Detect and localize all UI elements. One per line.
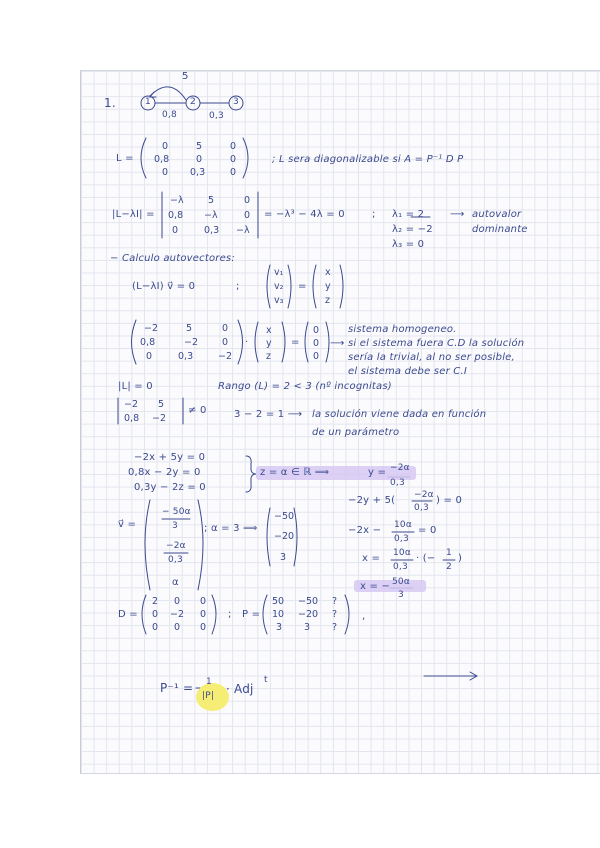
matrix-D-cell: 0 (174, 596, 181, 607)
bracket-v-left (267, 265, 270, 308)
derivation-1-num: −2α (414, 490, 434, 500)
char-poly-cell: 0 (244, 195, 251, 206)
matrix-L-cell: 0 (230, 154, 237, 165)
inverse-lhs: P⁻¹ = (160, 681, 194, 695)
matrix-D-cell: −2 (170, 609, 185, 620)
matrix-P-cell: 3 (276, 622, 283, 633)
matrix-P-cell: ? (332, 622, 338, 633)
system-note-3: sería la trivial, al no ser posible, (348, 352, 515, 363)
system-note-4: el sistema debe ser C.I (348, 366, 467, 377)
matrix-P-cell: 50 (272, 596, 285, 607)
eigvec-equals: = (298, 281, 307, 292)
matrix-L-cell: 0,3 (190, 167, 206, 178)
inverse-numerator: 1 (206, 677, 212, 687)
matrix-D-cell: 0 (152, 622, 159, 633)
bracket-sysvec-right (282, 322, 285, 362)
matrix-P-trailing-comma: , (362, 611, 366, 622)
inverse-denominator: |P| (202, 691, 215, 701)
vector-v-e2-den: 0,3 (168, 555, 183, 565)
dominant-note-2: dominante (472, 224, 528, 235)
bracket-D-left (142, 595, 146, 634)
bracket-zeros-right (326, 322, 329, 362)
inverse-adjugate: · Adj (226, 682, 254, 696)
derivation-2-num: 10α (394, 520, 412, 530)
minor-nonzero: ≠ 0 (188, 405, 207, 416)
bracket-P-right (345, 595, 349, 634)
derivation-3-num2: 1 (446, 548, 452, 558)
derivation-4-den: 3 (398, 590, 404, 600)
matrix-P-label: P = (242, 609, 261, 620)
rank-statement: Rango (L) = 2 < 3 (nº incognitas) (218, 381, 392, 392)
matrix-L-cell: 0 (230, 141, 237, 152)
minor-cell: 5 (158, 399, 165, 410)
char-poly-label: |L−λI| = (112, 209, 155, 220)
vector-v-label: v⃗ = (118, 519, 137, 530)
matrix-P-cell: −50 (298, 596, 319, 607)
equation-2: 0,8x − 2y = 0 (128, 467, 201, 478)
dominant-note-1: autovalor (472, 209, 522, 220)
matrix-D-label: D = (118, 609, 138, 620)
char-poly-result: = −λ³ − 4λ = 0 (264, 209, 345, 220)
char-poly-cell: −λ (204, 210, 218, 221)
homogeneous-note: sistema homogeneo. (348, 324, 457, 335)
system-matrix-cell: 0 (222, 323, 229, 334)
bracket-L-left (141, 138, 146, 178)
derivation-4-num: 50α (392, 577, 410, 587)
matrix-D-cell: 0 (152, 609, 159, 620)
vector-v-value: 3 (280, 552, 287, 563)
matrix-P-separator: ; (228, 609, 232, 620)
bracket-D-right (212, 595, 216, 634)
y-lhs: y = (368, 467, 387, 478)
dominant-arrow: ⟶ (450, 209, 465, 220)
system-arrow: ⟶ (330, 338, 345, 349)
derivation-3-den2: 2 (446, 562, 452, 572)
bracket-sys-left (132, 320, 137, 364)
graph-edge-top-label: 5 (182, 71, 189, 82)
vector-v-param: ; α = 3 ⟹ (204, 523, 258, 534)
system-zero: 0 (313, 338, 320, 349)
rank-difference: 3 − 2 = 1 ⟶ (234, 409, 303, 420)
diagonalizable-note: ; L sera diagonalizable si A = P⁻¹ D P (272, 154, 464, 165)
char-poly-cell: 0 (172, 225, 179, 236)
vector-v-value: −50 (274, 511, 295, 522)
char-poly-cell: −λ (236, 225, 250, 236)
eigenvalue-1: λ₁ = 2 (392, 209, 425, 220)
char-poly-separator: ; (372, 209, 376, 220)
vector-v-component: v₂ (274, 281, 284, 292)
graph-node-1: 1 (145, 97, 151, 107)
problem-number: 1. (104, 96, 116, 110)
vector-v-e1-num: − 50α (162, 507, 191, 517)
parameter-note-2: de un parámetro (312, 427, 400, 438)
graph-edge-2-3-label: 0,3 (209, 111, 224, 121)
matrix-L-cell: 0 (162, 167, 169, 178)
matrix-L-cell: 0,8 (154, 154, 170, 165)
char-poly-cell: 0,8 (168, 210, 184, 221)
eigenvalue-2: λ₂ = −2 (392, 224, 433, 235)
matrix-D-cell: 2 (152, 596, 159, 607)
derivation-1-den: 0,3 (414, 503, 429, 513)
minor-cell: −2 (152, 413, 167, 424)
derivation-2-a: −2x − (348, 525, 382, 536)
bracket-vec-right (198, 500, 203, 590)
derivation-1-a: −2y + 5( (348, 495, 396, 506)
parameter-definition: z = α ∈ ℝ ⟹ (260, 467, 330, 478)
matrix-L-cell: 5 (196, 141, 203, 152)
derivation-3-num: 10α (393, 548, 411, 558)
system-matrix-cell: −2 (184, 337, 199, 348)
vector-v-e1-den: 3 (172, 521, 178, 531)
bracket-vals-left (267, 508, 270, 566)
system-vector-y: y (266, 338, 272, 349)
equation-1: −2x + 5y = 0 (134, 452, 206, 463)
equations-brace (246, 456, 256, 492)
graph-node-2: 2 (190, 97, 196, 107)
vector-v-component: v₃ (274, 295, 284, 306)
derivation-2-b: = 0 (418, 525, 437, 536)
system-vector-x: x (266, 325, 272, 336)
system-dot: · (245, 337, 249, 348)
vector-xyz-component: x (325, 267, 331, 278)
system-matrix-cell: −2 (144, 323, 159, 334)
bracket-xyz-left (313, 265, 316, 308)
char-poly-cell: −λ (170, 195, 184, 206)
eigvec-equation-lhs: (L−λI) v⃗ = 0 (132, 281, 196, 292)
system-matrix-cell: 0,3 (178, 351, 194, 362)
matrix-L-cell: 0 (196, 154, 203, 165)
matrix-L-label: L = (116, 153, 134, 164)
derivation-3-c: ) (458, 553, 463, 564)
equation-3: 0,3y − 2z = 0 (134, 482, 206, 493)
bracket-xyz-right (340, 265, 343, 308)
bracket-v-right (288, 265, 291, 308)
system-matrix-cell: 0 (222, 337, 229, 348)
char-poly-cell: 0,3 (204, 225, 220, 236)
char-poly-cell: 0 (244, 210, 251, 221)
bracket-sysvec-left (255, 322, 258, 362)
char-poly-cell: 5 (208, 195, 215, 206)
inverse-transpose-superscript: t (264, 675, 268, 685)
matrix-P-cell: −20 (298, 609, 319, 620)
graph-edge-2-1-arc (150, 87, 186, 100)
eigvec-separator: ; (236, 281, 240, 292)
eigenvectors-heading: − Calculo autovectores: (110, 253, 235, 264)
minor-cell: 0,8 (124, 413, 140, 424)
derivation-3-a: x = (362, 553, 381, 564)
eigenvalue-3: λ₃ = 0 (392, 239, 425, 250)
graph-edge-1-2-label: 0,8 (162, 110, 177, 120)
parameter-note-1: la solución viene dada en función (312, 409, 487, 420)
derivation-4-a: x = − (360, 581, 391, 592)
bracket-sys-right (238, 320, 243, 364)
system-matrix-cell: 5 (186, 323, 193, 334)
system-zero: 0 (313, 325, 320, 336)
vector-v-e3: α (172, 577, 179, 588)
matrix-D-cell: 0 (200, 596, 207, 607)
matrix-D-cell: 0 (200, 622, 207, 633)
bracket-vals-right (294, 508, 297, 566)
vector-xyz-component: z (325, 295, 330, 306)
determinant-zero: |L| = 0 (118, 381, 153, 392)
system-note-2: si el sistema fuera C.D la solución (348, 338, 525, 349)
derivation-3-den: 0,3 (393, 562, 408, 572)
derivation-1-b: ) = 0 (436, 495, 462, 506)
matrix-P-cell: 3 (304, 622, 311, 633)
y-numerator: −2α (390, 463, 410, 473)
minor-cell: −2 (124, 399, 139, 410)
matrix-P-cell: 10 (272, 609, 285, 620)
vector-v-e2-num: −2α (166, 541, 186, 551)
system-matrix-cell: 0 (146, 351, 153, 362)
vector-xyz-component: y (325, 281, 331, 292)
matrix-D-cell: 0 (200, 609, 207, 620)
vector-v-component: v₁ (274, 267, 284, 278)
bracket-P-left (263, 595, 267, 634)
graph-node-3: 3 (233, 97, 239, 107)
bracket-vec-left (145, 500, 150, 590)
system-zero: 0 (313, 351, 320, 362)
matrix-D-cell: 0 (174, 622, 181, 633)
system-matrix-cell: −2 (218, 351, 233, 362)
bracket-zeros-left (305, 322, 308, 362)
derivation-3-b: · (− (416, 553, 436, 564)
vector-v-value: −20 (274, 531, 295, 542)
matrix-L-cell: 0 (162, 141, 169, 152)
matrix-P-cell: ? (332, 596, 338, 607)
system-matrix-cell: 0,8 (140, 337, 156, 348)
matrix-L-cell: 0 (230, 167, 237, 178)
system-vector-z: z (266, 351, 271, 362)
derivation-2-den: 0,3 (394, 534, 409, 544)
bracket-L-right (243, 138, 248, 178)
y-denominator: 0,3 (390, 478, 405, 488)
system-equals: = (291, 337, 300, 348)
matrix-P-cell: ? (332, 609, 338, 620)
